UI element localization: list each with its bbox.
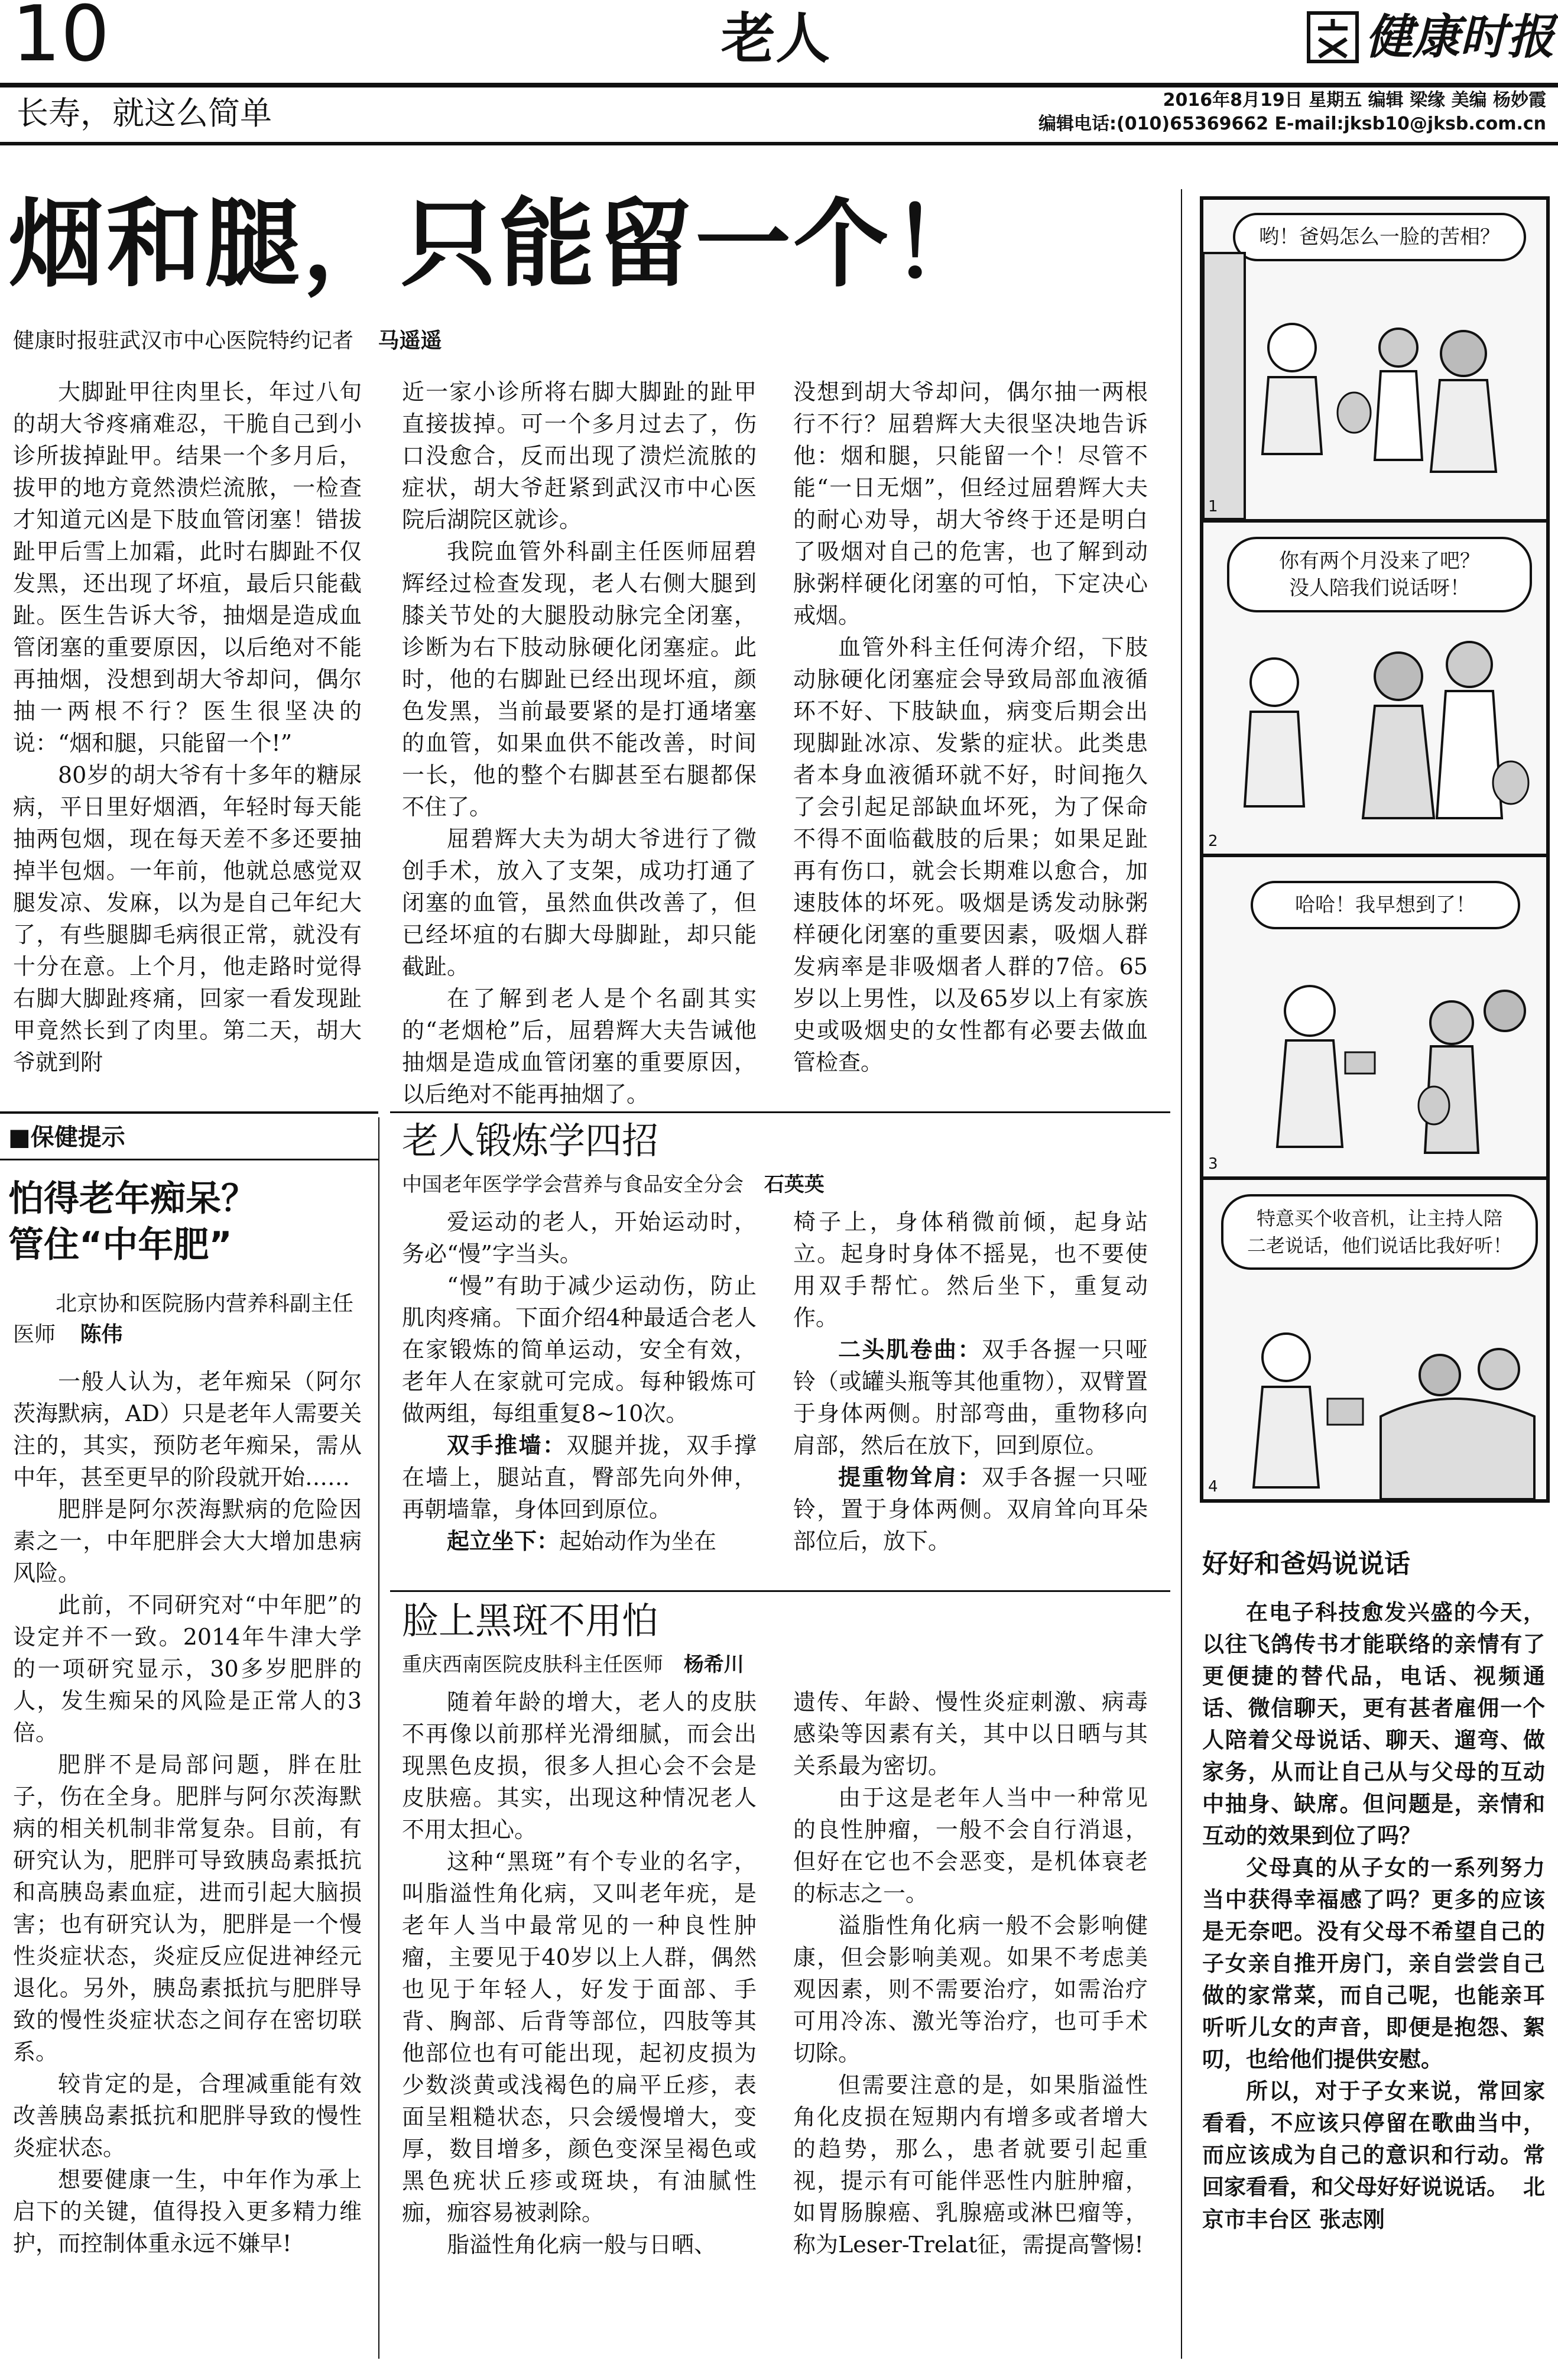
health-tips-title-1: 怕得老年痴呆？: [8, 1178, 257, 1220]
spots-col-2: [793, 1686, 1148, 2261]
exercise-byline: [402, 1170, 825, 1199]
byline-prefix: 健康时报驻武汉市中心医院特约记者: [13, 329, 354, 353]
spots-byline: [402, 1651, 744, 1679]
family-scene-illustration: [1203, 200, 1546, 519]
exercise-text: 起始动作为坐在: [559, 1528, 717, 1554]
paragraph: 遗传、年龄、慢性炎症刺激、病毒感染等因素有关，其中以日晒与其关系最为密切。: [793, 1689, 1148, 1779]
paragraph: 随着年龄的增大，老人的皮肤不再像以前那样光滑细腻，而会出现黑色皮损，很多人担心会不会是皮肤癌。其实，出现这种情况老人不用太担心。: [402, 1689, 757, 1843]
section-tagline: 长寿，就这么简单: [17, 95, 272, 132]
column-rule: [378, 1117, 379, 2359]
comic-panel-3: [1200, 854, 1550, 1180]
byline-author: 马遥遥: [378, 329, 442, 353]
contact-line: 编辑电话:(010)65369662 E-mail:jksb10@jksb.com.cn: [1038, 114, 1546, 134]
byline-prefix: 重庆西南医院皮肤科主任医师: [402, 1653, 663, 1677]
main-col-1: [13, 376, 362, 1078]
paragraph: 父母真的从子女的一系列努力当中获得幸福感了吗？更多的应该是无奈吧。没有父母不希望自己的子女亲自推开房门，亲自尝尝自己做的家常菜，而自己呢，也能亲耳听听儿女的声音，即便是抱怨、絮叨，也给他们提供安慰。: [1202, 1854, 1545, 2072]
paragraph: [793, 1461, 1148, 1557]
paragraph: 想要健康一生，中年作为承上启下的关键，值得投入更多精力维护，而控制体重永远不嫌早!: [13, 2167, 362, 2256]
paragraph: 80岁的胡大爷有十多年的糖尿病，平日里好烟酒，年轻时每天能抽两包烟，现在每天差不多还要抽掉半包烟。一年前，他就总感觉双腿发凉、发麻，以为是自己年纪大了，有些腿脚毛病很正常，就没有十分在意。上个月，他走路时觉得右脚大脚趾疼痛，回家一看发现趾甲竟然长到了肉里。第二天，胡大爷就到附: [13, 762, 362, 1075]
exercise-lead: 提重物耸肩：: [838, 1464, 982, 1490]
essay-title: 好好和爸妈说说话: [1202, 1549, 1410, 1579]
radio-gift-illustration: [1203, 1180, 1546, 1499]
paragraph: 脂溢性角化病一般与日晒、: [447, 2232, 717, 2258]
exercise-text: 双手各握一只哑铃（或罐头瓶等其他重物），双臂置于身体两侧。肘部弯曲，重物移向肩部，然后在放下，回到原位。: [793, 1337, 1148, 1458]
exercise-title: 老人锻炼学四招: [402, 1119, 659, 1162]
exercise-col-1: [402, 1206, 757, 1557]
panel-number: 1: [1208, 498, 1218, 515]
exercise-text: 椅子上，身体稍微前倾，起身站立。起身时身体不摇晃，也不要使用双手帮忙。然后坐下，重复动作。: [793, 1209, 1148, 1331]
byline-author: 石英英: [764, 1173, 825, 1197]
main-col-2: [402, 376, 757, 1110]
paragraph: 我院血管外科副主任医师屈碧辉经过检查发现，老人右侧大腿到膝关节处的大腿股动脉完全闭塞，诊断为右下肢动脉硬化闭塞症。此时，他的右脚趾已经出现坏疽，颜色发黑，当前最要紧的是打通堵塞的血管，如果血供不能改善，时间一长，他的整个右脚甚至右腿都保不住了。: [402, 539, 757, 820]
paper-name: 健康时报: [1365, 9, 1554, 64]
paragraph: [402, 1206, 757, 1270]
date-line: 2016年8月19日 星期五 编辑 梁缘 美编 杨妙霞: [1163, 90, 1546, 111]
exercise-text: 双腿并拢，双手撑在墙上，腿站直，臀部先向外伸，再朝墙靠，身体回到原位。: [402, 1432, 757, 1522]
section-title: 老人: [721, 7, 830, 70]
paragraph: 屈碧辉大夫为胡大爷进行了微创手术，放入了支架，成功打通了闭塞的血管，虽然血供改善了，但已经坏疽的右脚大母脚趾，却只能截趾。: [402, 826, 757, 980]
paragraph: 较肯定的是，合理减重能有效改善胰岛素抵抗和肥胖导致的慢性炎症状态。: [13, 2071, 362, 2161]
main-byline: [13, 326, 442, 356]
section-rule: [390, 1111, 1170, 1113]
paragraph: 近一家小诊所将右脚大脚趾的趾甲直接拔掉。可一个多月过去了，伤口没愈合，反而出现了溃烂流脓的症状，胡大爷赶紧到武汉市中心医院后湖院区就诊。: [402, 379, 757, 533]
health-tips-body: [13, 1366, 362, 2259]
byline-author: 陈伟: [80, 1322, 123, 1347]
paragraph: 但需要注意的是，如果脂溢性角化皮损在短期内有增多或者增大的趋势，那么，患者就要引起重视，提示有可能伴恶性内脏肿瘤，如胃肠腺癌、乳腺癌或淋巴瘤等，称为Leser-Trelat征，需提高警惕!: [793, 2072, 1148, 2258]
comic-panel-2: [1200, 519, 1550, 857]
paragraph: [402, 1270, 757, 1429]
paragraph: [402, 1525, 757, 1557]
paragraph: 肥胖是阿尔茨海默病的危险因素之一，中年肥胖会大大增加患病风险。: [13, 1496, 362, 1586]
section-rule: [0, 1111, 378, 1114]
comic-panel-1: [1200, 196, 1550, 523]
essay-closing: 所以，对于子女来说，常回家看看，不应该只停留在歌曲当中，而应该成为自己的意识和行动。常回家看看，和父母好好说说话。: [1202, 2078, 1545, 2200]
comic-bubble: 哟！爸妈怎么一脸的苦相？: [1233, 213, 1526, 261]
son-idea-illustration: [1203, 857, 1546, 1176]
column-rule: [1181, 189, 1182, 2359]
paragraph: 这种“黑斑”有个专业的名字，叫脂溢性角化病，又叫老年疣，是老年人当中最常见的一种良性肿瘤，主要见于40岁以上人群，偶然也见于年轻人，好发于面部、手背、胸部、后背等部位，四肢等其他部位也有可能出现，起初皮损为少数淡黄或浅褐色的扁平丘疹，表面呈粗糙状态，只会缓慢增大，变厚，数目增多，颜色变深呈褐色或黑色疣状丘疹或斑块，有油腻性痂，痂容易被剥除。: [402, 1849, 757, 2226]
essay-body: [1202, 1596, 1545, 2236]
comic-bubble: 特意买个收音机，让主持人陪 二老说话，他们说话比我好听！: [1221, 1194, 1538, 1270]
elders-complaining-illustration: [1203, 523, 1546, 854]
health-tips-byline: [13, 1289, 362, 1350]
essay-signature: 北京市丰台区 张志刚: [1202, 2174, 1545, 2232]
paragraph: [1202, 2075, 1545, 2236]
paragraph: 血管外科主任何涛介绍，下肢动脉硬化闭塞症会导致局部血液循环不好、下肢缺血，病变后期会出现脚趾冰凉、发紫的症状。此类患者本身血液循环就不好，时间拖久了会引起足部缺血坏死，为了保命不得不面临截肢的后果；如果足趾再有伤口，就会长期难以愈合，加速肢体的坏死。吸烟是诱发动脉粥样硬化闭塞的重要因素，吸烟人群发病率是非吸烟者人群的7倍。65岁以上男性，以及65岁以上有家族史或吸烟史的女性都有必要去做血管检查。: [793, 634, 1148, 1075]
comic-panel-4: [1200, 1176, 1550, 1503]
exercise-lead: 二头肌卷曲：: [838, 1336, 982, 1363]
exercise-col-2: [793, 1206, 1148, 1557]
paragraph: 由于这是老年人当中一种常见的良性肿瘤，一般不会自行消退，但好在它也不会恶变，是机体衰老的标志之一。: [793, 1785, 1148, 1906]
paragraph: 大脚趾甲往肉里长，年过八旬的胡大爷疼痛难忍，干脆自己到小诊所拔掉趾甲。结果一个多月后，拔甲的地方竟然溃烂流脓，一检查才知道元凶是下肢血管闭塞！错拔趾甲后雪上加霜，此时右脚趾不仅发黑，还出现了坏疽，最后只能截趾。医生告诉大爷，抽烟是造成血管闭塞的重要原因，以后绝对不能再抽烟，没想到胡大爷却问，偶尔抽一两根不行？医生很坚决的说：“烟和腿，只能留一个!”: [13, 379, 362, 756]
panel-number: 3: [1208, 1155, 1218, 1173]
section-rule: [0, 1159, 378, 1160]
byline-prefix: 北京协和医院肠内营养科副主任医师: [13, 1292, 354, 1347]
health-tips-title-2: 管住“中年肥”: [8, 1224, 232, 1266]
paragraph: 此前，不同研究对“中年肥”的设定并不一致。2014年牛津大学的一项研究显示，30多岁肥胖的人，发生痴呆的风险是正常人的3倍。: [13, 1592, 362, 1746]
main-headline: 烟和腿，只能留一个！: [8, 188, 989, 300]
header-rule-bottom: [0, 142, 1558, 145]
section-rule: [390, 1590, 1170, 1592]
health-tips-tag: ■保健提示: [8, 1124, 125, 1151]
paper-logo: [1306, 8, 1554, 67]
panel-number: 4: [1208, 1478, 1218, 1496]
byline-author: 杨希川: [683, 1653, 744, 1677]
exercise-text: “慢”有助于减少运动伤，防止肌肉疼痛。下面介绍4种最适合老人在家锻炼的简单运动，安全有效，老年人在家就可完成。每种锻炼可做两组，每组重复8~10次。: [402, 1273, 757, 1426]
spots-title: 脸上黑斑不用怕: [402, 1599, 659, 1642]
header-rule-top: [0, 83, 1558, 87]
paragraph: [793, 1206, 1148, 1334]
comic-bubble: 你有两个月没来了吧？ 没人陪我们说话呀！: [1227, 537, 1532, 612]
page-number: 10: [12, 0, 110, 79]
paragraph: 在了解到老人是个名副其实的“老烟枪”后，屈碧辉大夫告诫他抽烟是造成血管闭塞的重要原因，以后绝对不能再抽烟了。: [402, 985, 757, 1107]
exercise-lead: 双手推墙：: [447, 1432, 567, 1458]
paragraph: 肥胖不是局部问题，胖在肚子，伤在全身。肥胖与阿尔茨海默病的相关机制非常复杂。目前，有研究认为，肥胖可导致胰岛素抵抗和高胰岛素血症，进而引起大脑损害；也有研究认为，肥胖是一个慢性炎症状态，炎症反应促进神经元退化。另外，胰岛素抵抗与肥胖导致的慢性炎症状态之间存在密切联系。: [13, 1752, 362, 2065]
panel-number: 2: [1208, 832, 1218, 850]
byline-prefix: 中国老年医学学会营养与食品安全分会: [402, 1173, 744, 1197]
main-col-3: [793, 376, 1148, 1078]
paragraph: 溢脂性角化病一般不会影响健康，但会影响美观。如果不考虑美观因素，则不需要治疗，如需治疗可用冷冻、激光等治疗，也可手术切除。: [793, 1912, 1148, 2066]
paragraph: 一般人认为，老年痴呆（阿尔茨海默病，AD）只是老年人需要关注的，其实，预防老年痴呆，需从中年，甚至更早的阶段就开始……: [13, 1369, 362, 1490]
paper-logo-icon: [1306, 11, 1359, 64]
paragraph: 没想到胡大爷却问，偶尔抽一两根行不行？屈碧辉大夫很坚决地告诉他：烟和腿，只能留一个！尽管不能“一日无烟”，但经过屈碧辉大夫的耐心劝导，胡大爷终于还是明白了吸烟对自己的危害，也了解到动脉粥样硬化闭塞的可怕，下定决心戒烟。: [793, 379, 1148, 628]
exercise-text: 双手各握一只哑铃，置于身体两侧。双肩耸向耳朵部位后，放下。: [793, 1464, 1148, 1554]
paragraph: 在电子科技愈发兴盛的今天，以往飞鸽传书才能联络的亲情有了更便捷的替代品，电话、视频通话、微信聊天，更有甚者雇佣一个人陪着父母说话、聊天、遛弯、做家务，从而让自己从与父母的互动中抽身、缺席。但问题是，亲情和互动的效果到位了吗？: [1202, 1599, 1545, 1849]
exercise-text: 爱运动的老人，开始运动时，务必“慢”字当头。: [402, 1209, 757, 1267]
comic-bubble: 哈哈！我早想到了！: [1251, 881, 1520, 929]
exercise-lead: 起立坐下：: [447, 1528, 560, 1554]
spots-col-1: [402, 1686, 757, 2261]
paragraph: [402, 1429, 757, 1525]
paragraph: [793, 1334, 1148, 1461]
